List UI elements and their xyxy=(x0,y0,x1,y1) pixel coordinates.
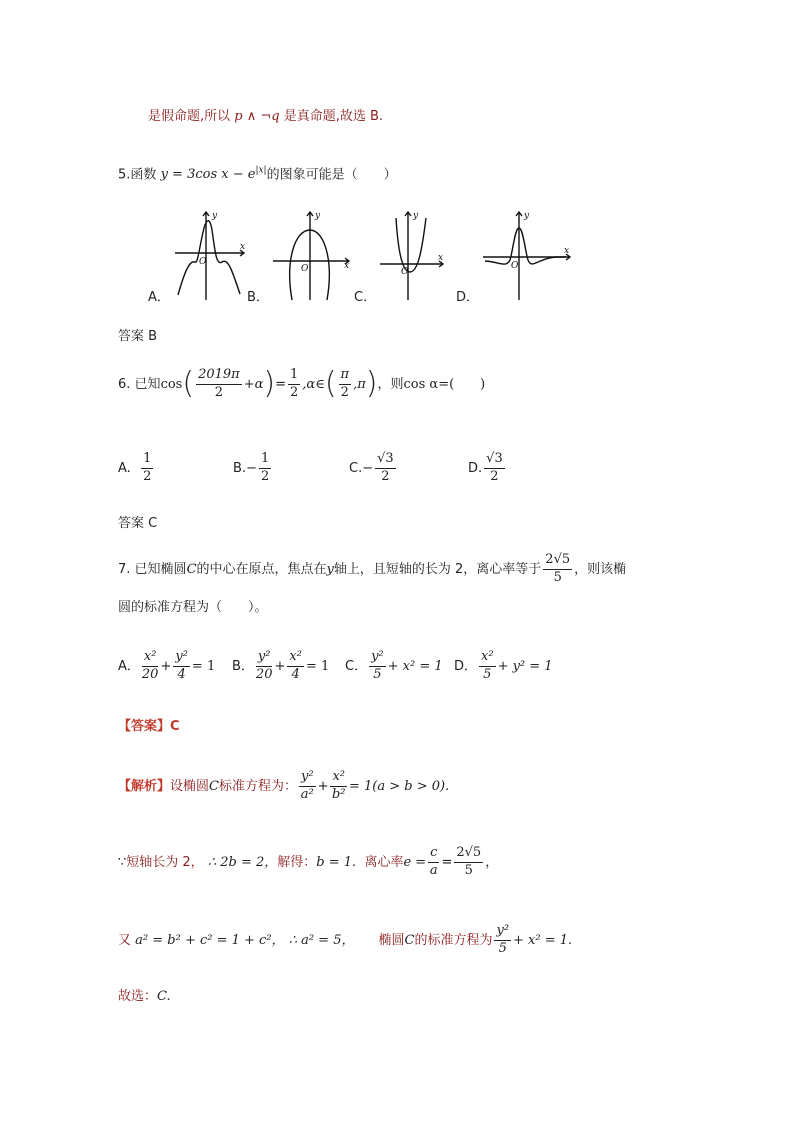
q5-number: 5. xyxy=(118,167,131,183)
q5-stem-a: 函数 xyxy=(130,167,157,183)
carryover-prefix: 是假命题,所以 xyxy=(148,109,231,124)
q6-number: 6. xyxy=(118,376,131,392)
q6-cos: cos xyxy=(160,376,183,392)
q6-option-c: C. − $\frac{√3}{2}$ xyxy=(349,451,394,484)
q6-option-d: D. $\frac{√3}{2}$ xyxy=(468,451,503,484)
q6-frac: $\frac{2019\pi}{2}$ xyxy=(198,367,240,400)
q6-pi-half: $\frac{\pi}{2}$ xyxy=(340,367,350,400)
q6-alpha-in: ,α∈ xyxy=(302,376,325,392)
q6-paren-right: ) xyxy=(263,366,276,402)
carryover-line xyxy=(148,110,383,123)
q5-option-d-label: D． xyxy=(456,290,480,305)
q6-interval-left: ( xyxy=(324,366,337,402)
carryover-expr: p ∧ ¬q xyxy=(234,109,280,124)
question-5-stem xyxy=(118,167,397,181)
question-7-line1: 7. 已知椭圆 C 的中心在原点，焦点在 y 轴上，且短轴的长为 2，离心率等于 $\frac{2√5}{5}$ ，则该椭 xyxy=(118,552,627,585)
q7-option-c: C． $\frac{\text{y²}}{5}$ + x² = 1 xyxy=(345,649,443,682)
q6-answer: 答案 C xyxy=(118,516,158,531)
q6-pi-tail: ,π xyxy=(353,376,366,392)
graph-c-origin: O xyxy=(401,267,409,277)
q5-option-a-label: A． xyxy=(148,290,170,305)
question-6-stem xyxy=(118,368,485,401)
q7-option-b: B． $\frac{\text{y²}}{20}$ + $\frac{\text{x²}}{4}$ = 1 xyxy=(232,649,330,682)
question-7-line2: 圆的标准方程为（ ）。 xyxy=(118,600,268,615)
q6-stem-a: 已知 xyxy=(134,376,161,392)
graph-b-y-label: y xyxy=(315,211,321,221)
q5-option-b-label: B． xyxy=(247,290,269,305)
graph-c-x-label: x xyxy=(438,253,444,263)
q6-interval-right: ) xyxy=(365,366,378,402)
q6-eq: = xyxy=(275,376,286,392)
graph-d-origin: O xyxy=(511,261,519,271)
carryover-suffix: 是真命题,故选 B. xyxy=(283,109,384,124)
graph-a-origin: O xyxy=(199,257,207,267)
q5-answer: 答案 B xyxy=(118,329,158,344)
graph-d-y-label: y xyxy=(524,211,530,221)
graph-c-y-label: y xyxy=(413,211,419,221)
q5-expression: y = 3cos $x - e^{|x|}$ xyxy=(160,166,267,183)
q7-analysis-line2: ∵ 短轴长为 2， ∴ 2b = 2， 解得： b = 1. 离心率 e = $\frac{c}{a}$ = $\frac{2√5}{5}$ ， xyxy=(118,845,499,878)
q7-analysis-line1: 【解析】 设椭圆 C 标准方程为： $\frac{\text{y²}}{\text{a²}}$ + $\frac{\text{x²}}{\text{b²}}$ = 1(a > b > 0). xyxy=(118,769,450,802)
q6-plus-alpha: +α xyxy=(243,376,264,392)
graph-b-x-label: x xyxy=(344,261,350,271)
q6-option-b: B. − $\frac{1}{2}$ xyxy=(233,451,270,484)
q6-paren-left: ( xyxy=(182,366,195,402)
q7-option-a: A． $\frac{\text{x²}}{20}$ + $\frac{\text{y²}}{4}$ = 1 xyxy=(118,649,216,682)
q7-option-d: D． $\frac{\text{x²}}{5}$ + y² = 1 xyxy=(454,649,553,682)
q7-answer: 【答案】C xyxy=(118,719,180,734)
graph-b-origin: O xyxy=(301,264,309,274)
graph-a-x-label: x xyxy=(240,242,246,252)
q6-stem-b: ，则 xyxy=(377,376,404,392)
q5-graphs xyxy=(0,200,794,320)
graph-a-y-label: y xyxy=(212,211,218,221)
q6-half: $\frac{1}{2}$ xyxy=(290,367,299,400)
q5-option-c-label: C． xyxy=(354,290,377,305)
q5-stem-b: 的图象可能是（ ） xyxy=(266,167,397,183)
graph-d-x-label: x xyxy=(564,246,570,256)
q6-option-a: A. $\frac{1}{2}$ xyxy=(118,451,152,484)
q7-analysis-line3: 又 a² = b² + c² = 1 + c²， ∴ a² = 5， 椭圆 C 的标准方程为 $\frac{\text{y²}}{5}$ + x² = 1. xyxy=(118,923,573,956)
q7-final-choice: 故选：C. xyxy=(118,989,171,1004)
q6-ask: cos α=( ) xyxy=(403,376,486,392)
